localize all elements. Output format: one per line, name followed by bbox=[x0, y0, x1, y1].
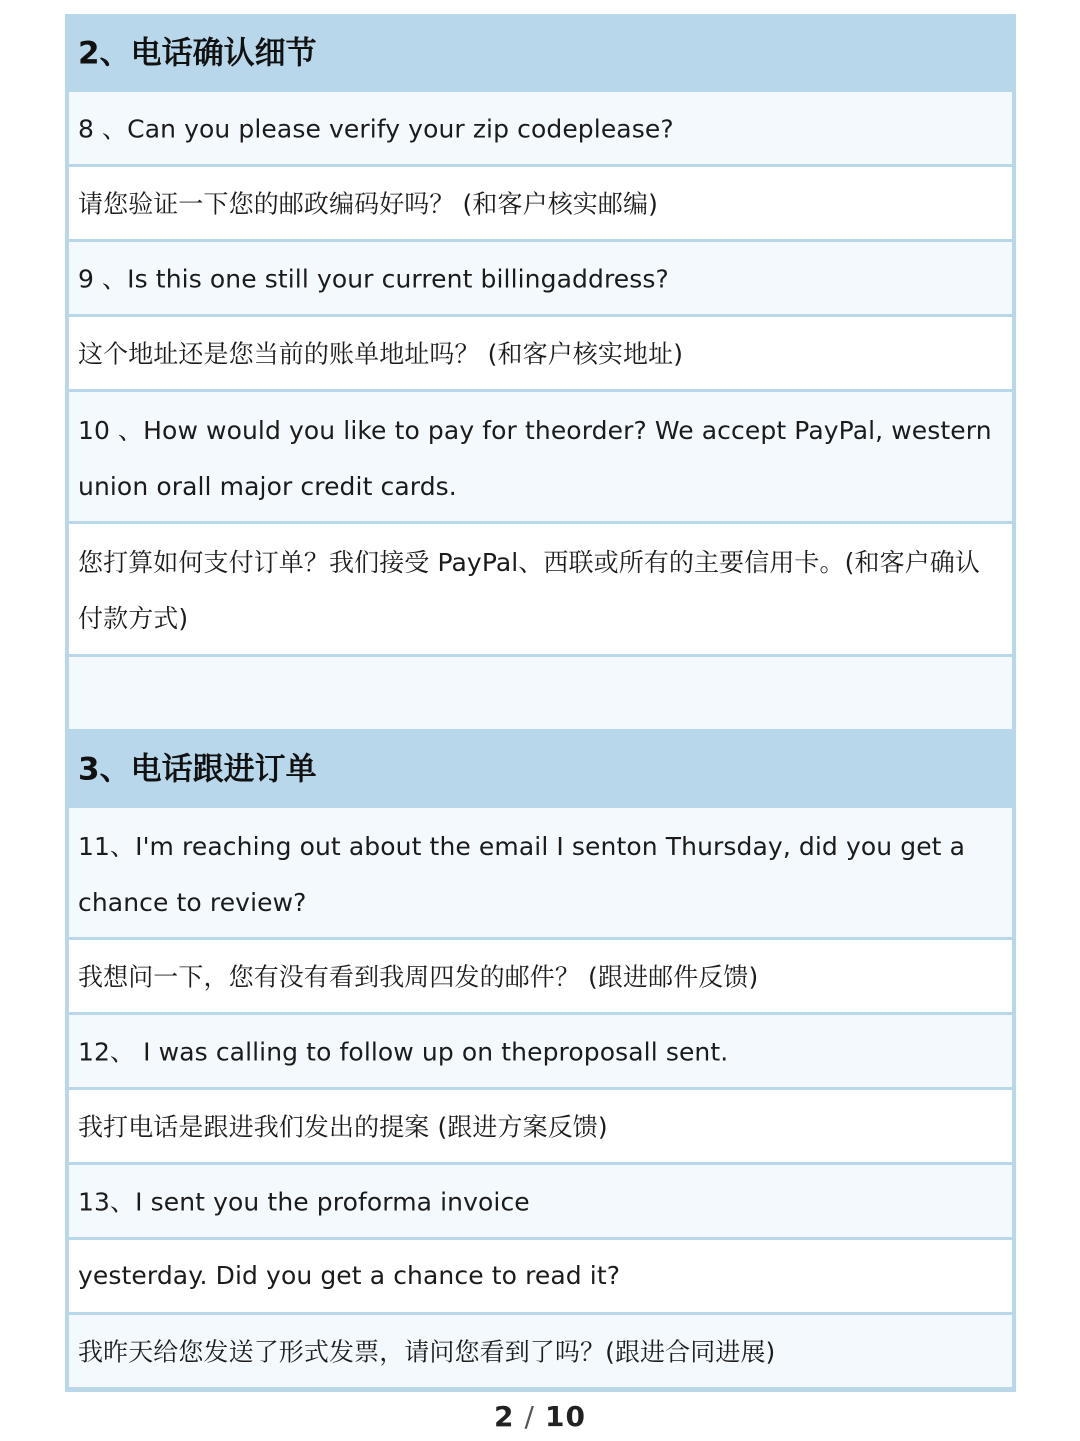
row-text: 这个地址还是您当前的账单地址吗？ (和客户核实地址) bbox=[78, 339, 684, 369]
row-text: yesterday. Did you get a chance to read it? bbox=[78, 1260, 621, 1290]
table-row bbox=[69, 808, 1012, 937]
table-row bbox=[69, 92, 1012, 164]
page-current: 2 bbox=[494, 1400, 515, 1433]
table-row bbox=[69, 1165, 1012, 1237]
section-heading-follow-up-orders bbox=[65, 729, 1016, 807]
table-row-empty bbox=[69, 657, 1012, 729]
phrase-table bbox=[65, 14, 1016, 1392]
table-row bbox=[69, 392, 1012, 521]
row-text: 我打电话是跟进我们发出的提案 (跟进方案反馈) bbox=[78, 1112, 608, 1142]
page-indicator bbox=[0, 1400, 1080, 1433]
table-row bbox=[69, 167, 1012, 239]
section-heading-text: 2、电话确认细节 bbox=[78, 35, 317, 72]
row-text: 我想问一下，您有没有看到我周四发的邮件？ (跟进邮件反馈) bbox=[78, 962, 759, 992]
row-text: 您打算如何支付订单？我们接受 PayPal、西联或所有的主要信用卡。(和客户确认付款方式) bbox=[78, 548, 980, 633]
page-total: 10 bbox=[544, 1400, 586, 1433]
row-text: 11、I'm reaching out about the email I senton Thursday, did you get a chance to review? bbox=[78, 832, 966, 917]
table-row bbox=[69, 242, 1012, 314]
table-row bbox=[69, 317, 1012, 389]
table-row bbox=[69, 524, 1012, 654]
row-text: 我昨天给您发送了形式发票，请问您看到了吗？(跟进合同进展) bbox=[78, 1337, 776, 1367]
table-row bbox=[69, 940, 1012, 1012]
table-row bbox=[69, 1015, 1012, 1087]
row-text: 13、I sent you the proforma invoice bbox=[78, 1187, 530, 1217]
table-row bbox=[69, 1240, 1012, 1312]
row-text: 请您验证一下您的邮政编码好吗？ (和客户核实邮编) bbox=[78, 189, 658, 219]
page-separator: / bbox=[524, 1400, 535, 1433]
row-text: 12、 I was calling to follow up on theproposall sent. bbox=[78, 1037, 729, 1067]
row-text: 9 、Is this one still your current billingaddress? bbox=[78, 264, 669, 294]
table-row bbox=[69, 1315, 1012, 1387]
section-heading-confirm-details bbox=[65, 14, 1016, 90]
section-heading-text: 3、电话跟进订单 bbox=[78, 751, 317, 788]
table-row bbox=[69, 1090, 1012, 1162]
row-text: 8 、Can you please verify your zip codeplease? bbox=[78, 114, 674, 144]
row-text: 10 、How would you like to pay for theorder? We accept PayPal, western union orall major credit cards. bbox=[78, 416, 992, 501]
